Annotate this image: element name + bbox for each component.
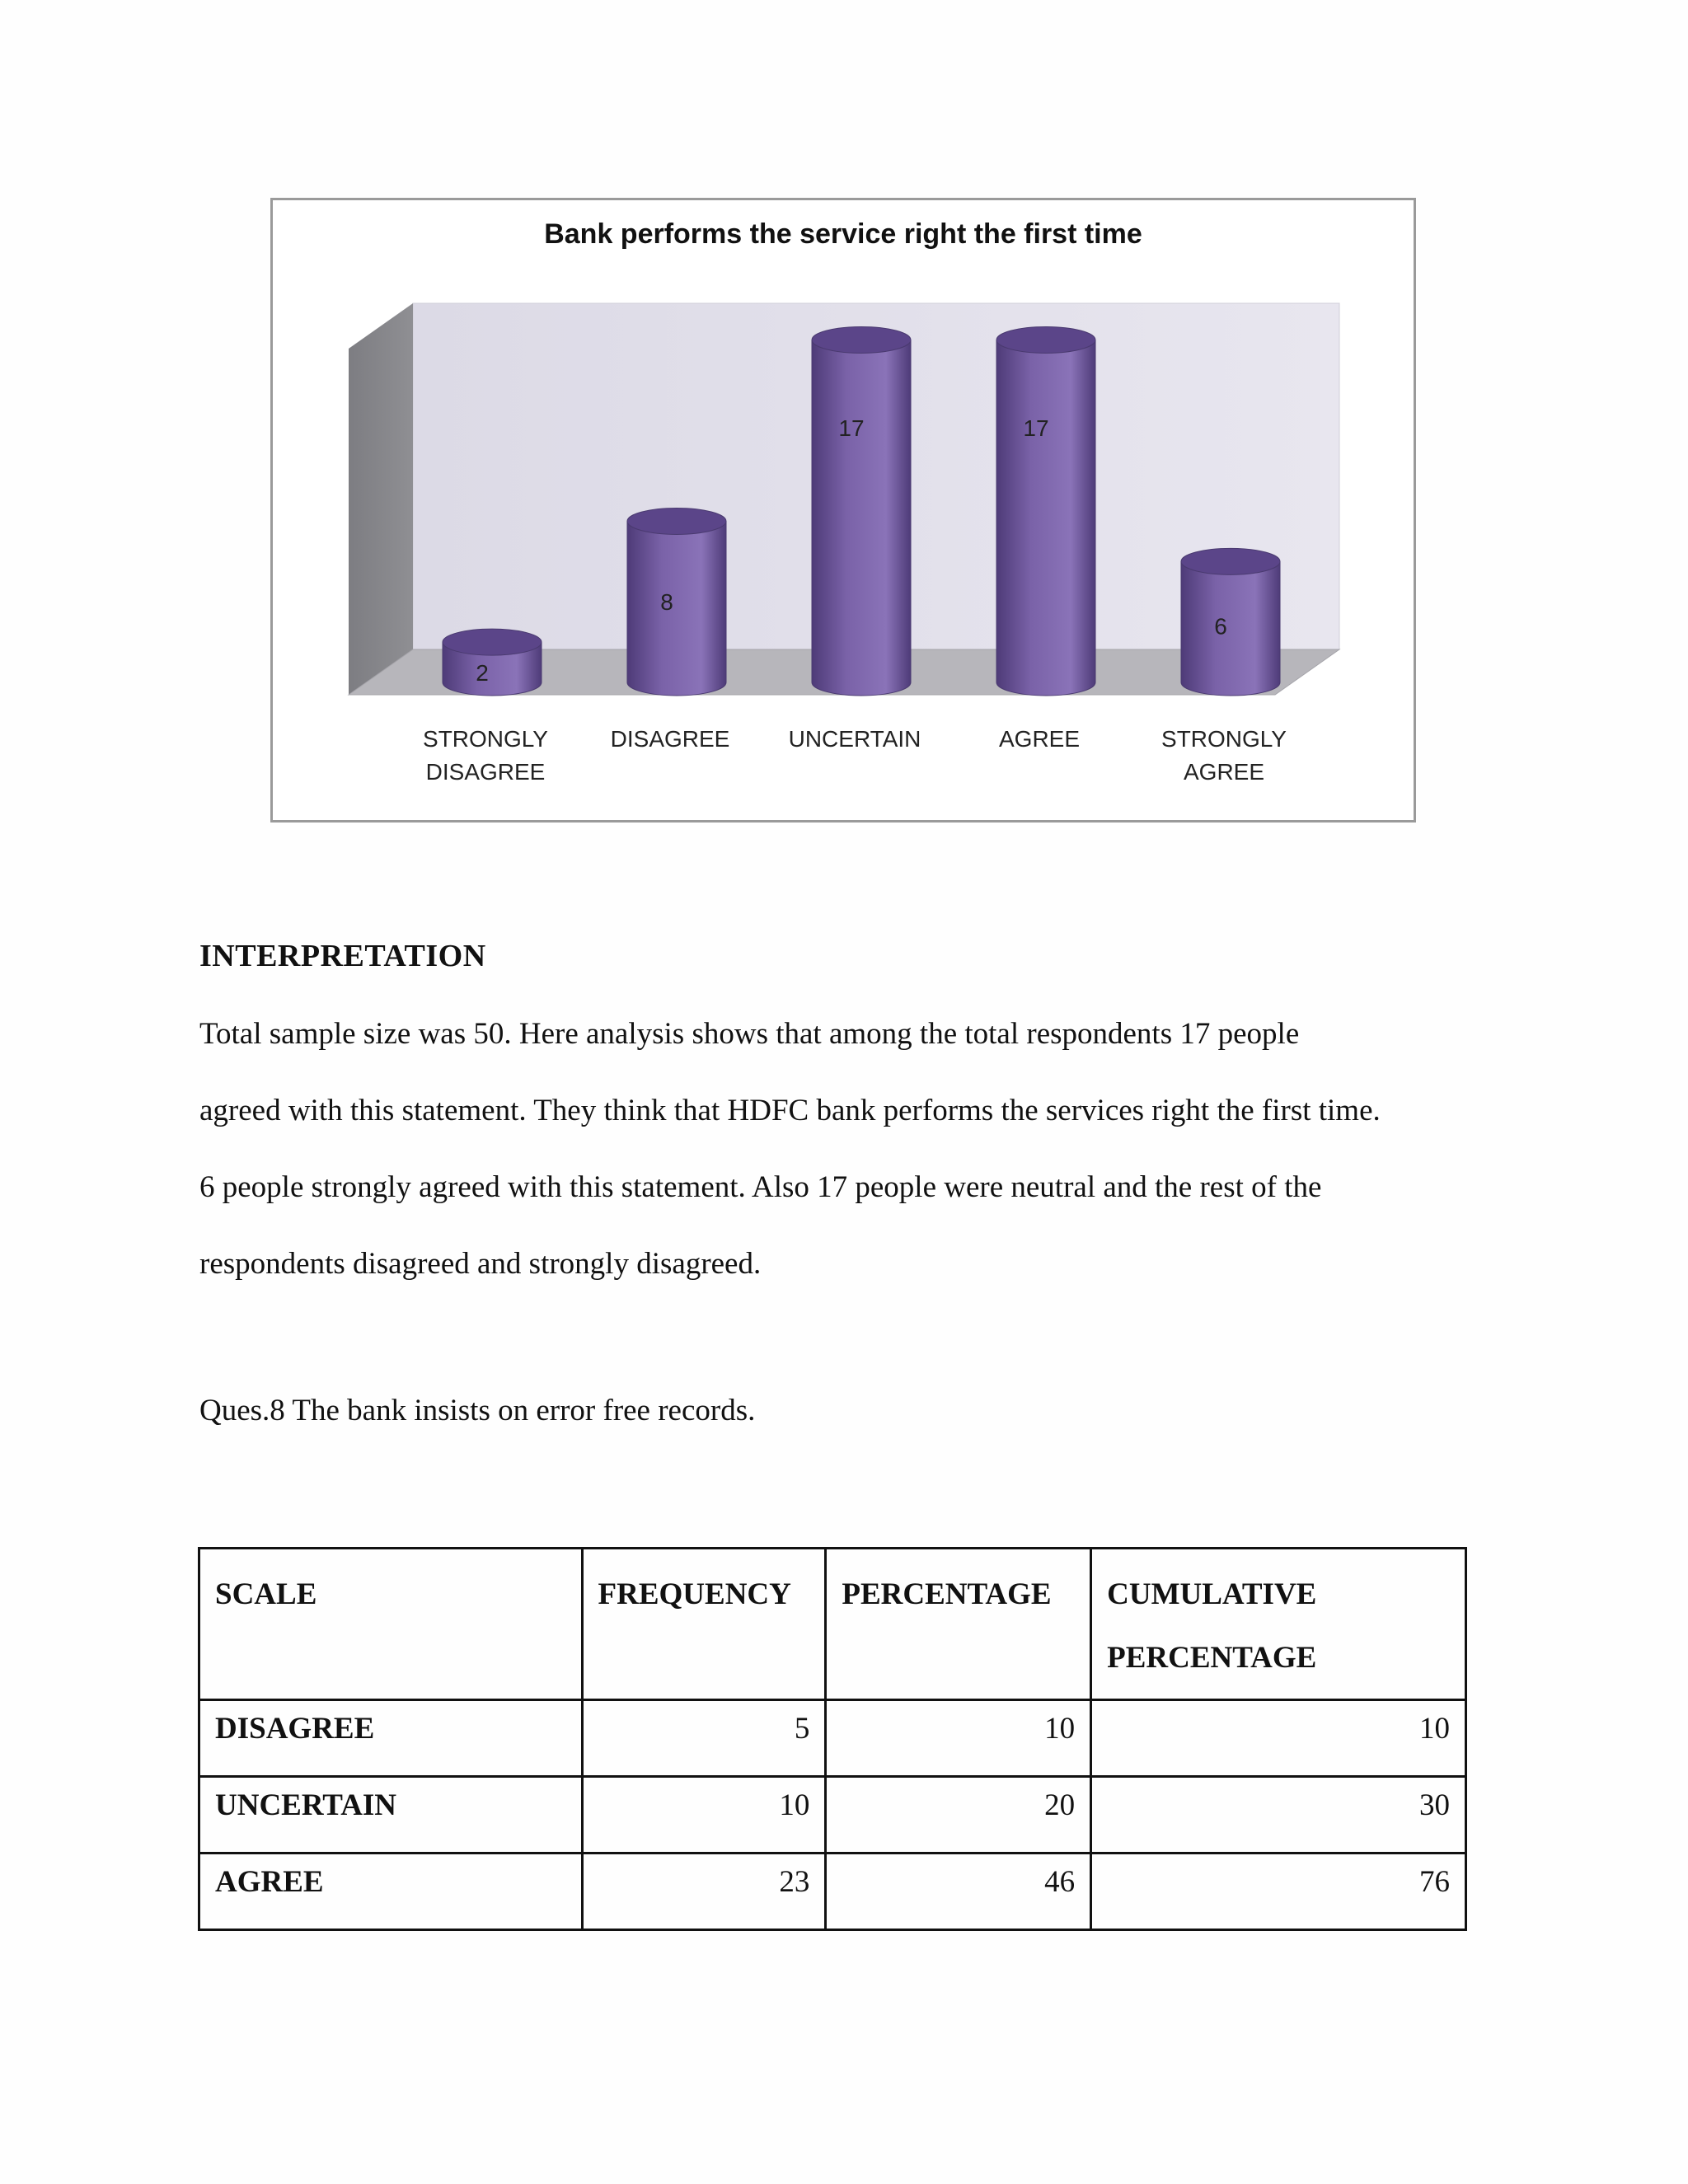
cell-frequency: 5 [582,1700,826,1777]
cell-cumulative: 10 [1091,1700,1466,1777]
bar-cylinder-top [1181,548,1280,574]
bar-cylinder-top [627,508,726,534]
category-tick-label: AGREE [998,726,1081,752]
bar-cylinder [1181,561,1280,696]
header-cumulative-percentage [1091,1549,1466,1700]
table-header-row [199,1549,1466,1700]
bar-cylinder-top [996,326,1095,353]
data-label: 8 [660,589,673,615]
cell-scale: DISAGREE [199,1700,583,1777]
header-scale: SCALE [199,1549,583,1700]
category-tick-label: STRONGLY [423,726,548,752]
table-row [199,1700,1466,1777]
interpretation-heading: INTERPRETATION [199,939,486,973]
category-tick-label: AGREE [1183,759,1265,785]
interpretation-line: 6 people strongly agreed with this statement. Also 17 people were neutral and the rest of the [199,1170,1322,1204]
bar-cylinder-top [812,326,911,353]
category-tick-label: STRONGLY [1161,726,1287,752]
cell-scale: UNCERTAIN [199,1777,583,1854]
cell-percentage: 20 [826,1777,1091,1854]
chart-title: Bank performs the service right the first time [544,218,1142,250]
header-frequency: FREQUENCY [582,1549,826,1700]
cell-percentage: 46 [826,1854,1091,1930]
chart-frame [270,198,1416,823]
category-tick-label: UNCERTAIN [788,726,921,752]
cell-scale: AGREE [199,1854,583,1930]
frequency-table [198,1547,1467,1931]
chart-side-wall [349,303,413,695]
table-row [199,1854,1466,1930]
cell-frequency: 10 [582,1777,826,1854]
cell-percentage: 10 [826,1700,1091,1777]
data-label: 17 [1023,415,1049,441]
cell-cumulative: 30 [1091,1777,1466,1854]
interpretation-line: agreed with this statement. They think that HDFC bank performs the services right the first time. [199,1094,1381,1127]
interpretation-line: Total sample size was 50. Here analysis shows that among the total respondents 17 people [199,1017,1300,1051]
data-label: 6 [1214,613,1227,640]
category-tick-label: DISAGREE [425,759,546,785]
category-tick-label: DISAGREE [610,726,730,752]
data-label: 17 [838,415,865,441]
bar-cylinder [627,521,726,696]
cell-frequency: 23 [582,1854,826,1930]
bar-cylinder-top [443,629,542,655]
bar-cylinder [996,340,1095,696]
interpretation-text [199,996,1526,1302]
header-percentage: PERCENTAGE [826,1549,1091,1700]
table-row [199,1777,1466,1854]
header-cumulative-line1: CUMULATIVE [1107,1577,1317,1611]
bar-chart [273,200,1414,820]
data-label: 2 [476,660,489,686]
interpretation-line: respondents disagreed and strongly disagreed. [199,1247,762,1281]
bar-cylinder [812,340,911,696]
header-cumulative-line2: PERCENTAGE [1107,1641,1317,1675]
question-text: Ques.8 The bank insists on error free records. [199,1394,756,1427]
cell-cumulative: 76 [1091,1854,1466,1930]
